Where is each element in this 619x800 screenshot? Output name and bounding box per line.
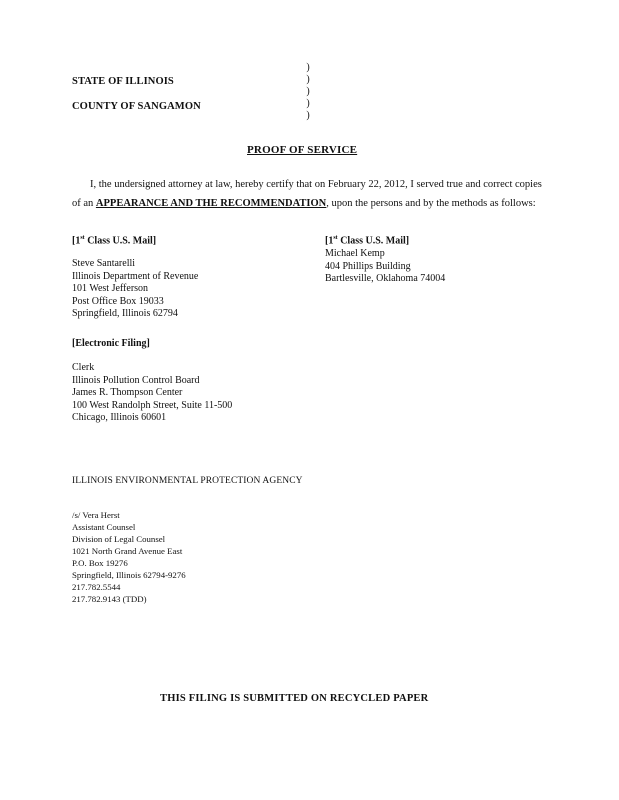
address-line: Steve Santarelli	[72, 258, 136, 269]
address-line: Michael Kemp	[325, 248, 385, 259]
document-title: PROOF OF SERVICE	[247, 144, 358, 156]
address-line: Clerk	[72, 362, 95, 373]
recycled-paper-notice: THIS FILING IS SUBMITTED ON RECYCLED PAPER	[160, 693, 429, 704]
certification-paragraph	[72, 175, 548, 213]
signature-line: P.O. Box 19276	[72, 558, 128, 568]
recipient-address-right	[325, 248, 445, 286]
signature-line: 217.782.9143 (TDD)	[72, 594, 147, 604]
method-prefix: [1	[72, 235, 81, 247]
address-line: Post Office Box 19033	[72, 295, 164, 307]
county-caption: COUNTY OF SANGAMON	[72, 101, 201, 112]
caption-paren: )	[306, 62, 310, 73]
address-line: James R. Thompson Center	[72, 387, 183, 399]
method-sup: st	[333, 235, 338, 241]
service-method-right	[325, 235, 409, 246]
address-line: Bartlesville, Oklahoma 74004	[325, 273, 446, 285]
method-prefix: [1	[325, 235, 334, 247]
served-documents: APPEARANCE AND THE RECOMMENDATION	[95, 198, 327, 209]
signature-line: 217.782.5544	[72, 582, 121, 592]
certification-text-end: , upon the persons and by the methods as follows:	[326, 198, 536, 209]
method-suffix: Class U.S. Mail]	[337, 235, 410, 247]
address-line: Springfield, Illinois 62794	[72, 308, 178, 320]
address-line: 404 Phillips Building	[325, 260, 411, 272]
caption-paren: )	[306, 110, 310, 121]
signature-line: 1021 North Grand Avenue East	[72, 546, 183, 556]
address-line: 100 West Randolph Street, Suite 11-500	[72, 399, 233, 411]
caption-paren: )	[306, 74, 310, 85]
caption-paren: )	[306, 86, 310, 97]
certification-text-start: I, the undersigned attorney at law, hereby certify that on February 22, 2012, I served true and correct copies of an	[72, 179, 542, 209]
address-line: Chicago, Illinois 60601	[72, 412, 167, 424]
signature-block	[72, 509, 186, 605]
address-line: Illinois Department of Revenue	[72, 270, 199, 282]
signature-line: Springfield, Illinois 62794-9276	[72, 570, 186, 580]
signature-line: Division of Legal Counsel	[72, 534, 166, 544]
recipient-address-left	[72, 258, 198, 321]
state-caption: STATE OF ILLINOIS	[72, 76, 174, 87]
agency-name: ILLINOIS ENVIRONMENTAL PROTECTION AGENCY	[72, 476, 303, 486]
signature-line: Assistant Counsel	[72, 522, 136, 532]
address-line: 101 West Jefferson	[72, 283, 149, 295]
address-line: Illinois Pollution Control Board	[72, 374, 200, 386]
caption-parentheses	[304, 62, 312, 122]
method-sup: st	[80, 235, 85, 241]
caption-paren: )	[306, 98, 310, 109]
service-method-electronic: [Electronic Filing]	[72, 338, 150, 349]
service-method-left	[72, 235, 156, 246]
method-suffix: Class U.S. Mail]	[84, 235, 157, 247]
recipient-address-clerk	[72, 362, 232, 425]
signature-line: /s/ Vera Herst	[72, 510, 120, 520]
